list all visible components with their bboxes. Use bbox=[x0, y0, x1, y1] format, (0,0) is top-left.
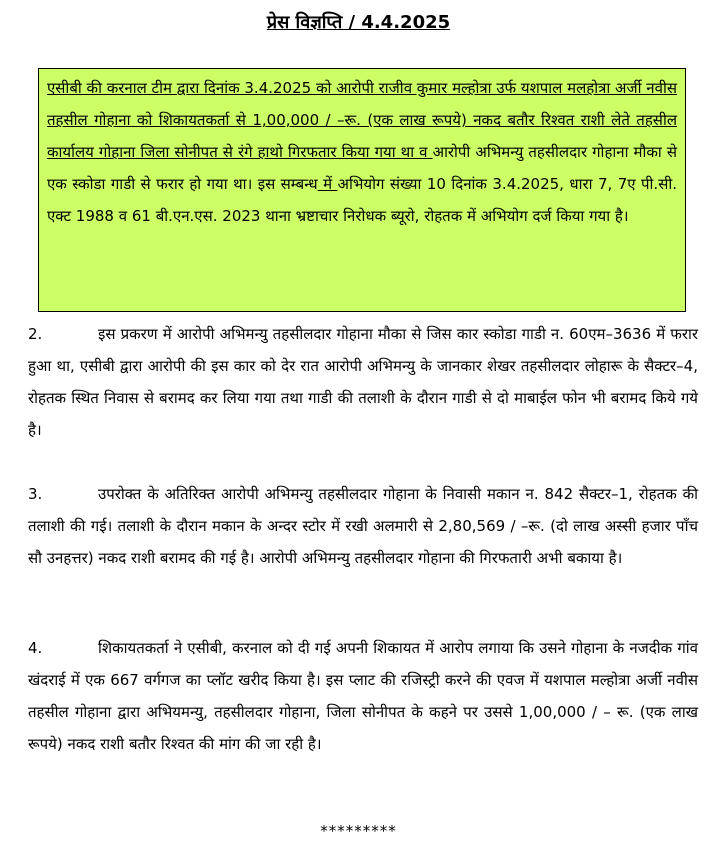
paragraph-text: शिकायतकर्ता ने एसीबी, करनाल को दी गई अपनी शिकायत में आरोप लगाया कि उसने गोहाना के नजदीक गांव खंदराई में एक 667 वर्गगज का प्लॉट खरीद किया है। इस प्लाट की रजिस्ट्री करने की एवज में यशपाल मल्होत्रा अर्जी नवीस तहसील गोहाना द्वारा अभियमन्यु, तहसीलदार गोहाना, जिला सोनीपत के कहने पर उससे 1,00,000 / – रू. (एक लाख रूपये) नकद राशी बतौर रिश्वत की मांग की जा रही है। bbox=[28, 639, 698, 753]
paragraph-3 bbox=[28, 478, 698, 574]
paragraph-4 bbox=[28, 632, 698, 760]
paragraph-2 bbox=[28, 318, 698, 446]
paragraph-number: 3. bbox=[28, 485, 43, 503]
end-marker: ********* bbox=[320, 822, 397, 840]
press-release-title: प्रेस विज्ञप्ति / 4.4.2025 bbox=[266, 12, 451, 33]
summary-text-underlined: एसीबी की करनाल टीम द्वारा दिनांक 3.4.2025 को आरोपी राजीव कुमार मल्होत्रा उर्फ यशपाल मलहोत्रा अर्जी नवीस तहसील गोहाना को शिकायतकर्ता से 1,00,000 / –रू. (एक लाख रूपये) नकद बतौर रिश्वत राशी लेते तहसील कार्यालय गोहाना जिला सोनीपत से रंगे हाथो गिरफतार किया गया था व bbox=[47, 79, 677, 161]
paragraph-number: 2. bbox=[28, 325, 43, 343]
summary-text-part2: आरोपी अभिमन्यु तहसीलदार गोहाना मौका से एक स्कोडा गाडी से फरार हो गया था। इस सम्बन्ध bbox=[47, 143, 677, 193]
paragraph-text: इस प्रकरण में आरोपी अभिमन्यु तहसीलदार गोहाना मौका से जिस कार स्कोडा गाडी न. 60एम–3636 में फरार हुआ था, एसीबी द्वारा आरोपी की इस कार को देर रात आरोपी अभिमन्यु के जानकार शेखर तहसीलदार लोहारू के सैक्टर–4, रोहतक स्थित निवास से बरामद कर लिया गया तथा गाडी की तलाशी के दौरान गाडी से दो माबाईल फोन भी बरामद किये गये है। bbox=[28, 325, 698, 439]
highlighted-summary-box bbox=[38, 68, 686, 312]
summary-text-underlined2: में bbox=[317, 175, 338, 193]
paragraph-text: उपरोक्त के अतिरिक्त आरोपी अभिमन्यु तहसीलदार गोहाना के निवासी मकान न. 842 सैक्टर–1, रोहतक की तलाशी की गई। तलाशी के दौरान मकान के अन्दर स्टोर में रखी अलमारी से 2,80,569 / –रू. (दो लाख अस्सी हजार पाँच सौ उनहत्तर) नकद राशी बरामद की गई है। आरोपी अभिमन्यु तहसीलदार गोहाना की गिरफतारी अभी बकाया है। bbox=[28, 485, 698, 567]
summary-text-part3: अभियोग संख्या 10 दिनांक 3.4.2025, धारा 7, 7ए पी.सी. एक्ट 1988 व 61 बी.एन.एस. 2023 थाना भ्रष्टाचार निरोधक ब्यूरो, रोहतक में अभियोग दर्ज किया गया है। bbox=[47, 175, 677, 225]
paragraph-number: 4. bbox=[28, 639, 43, 657]
